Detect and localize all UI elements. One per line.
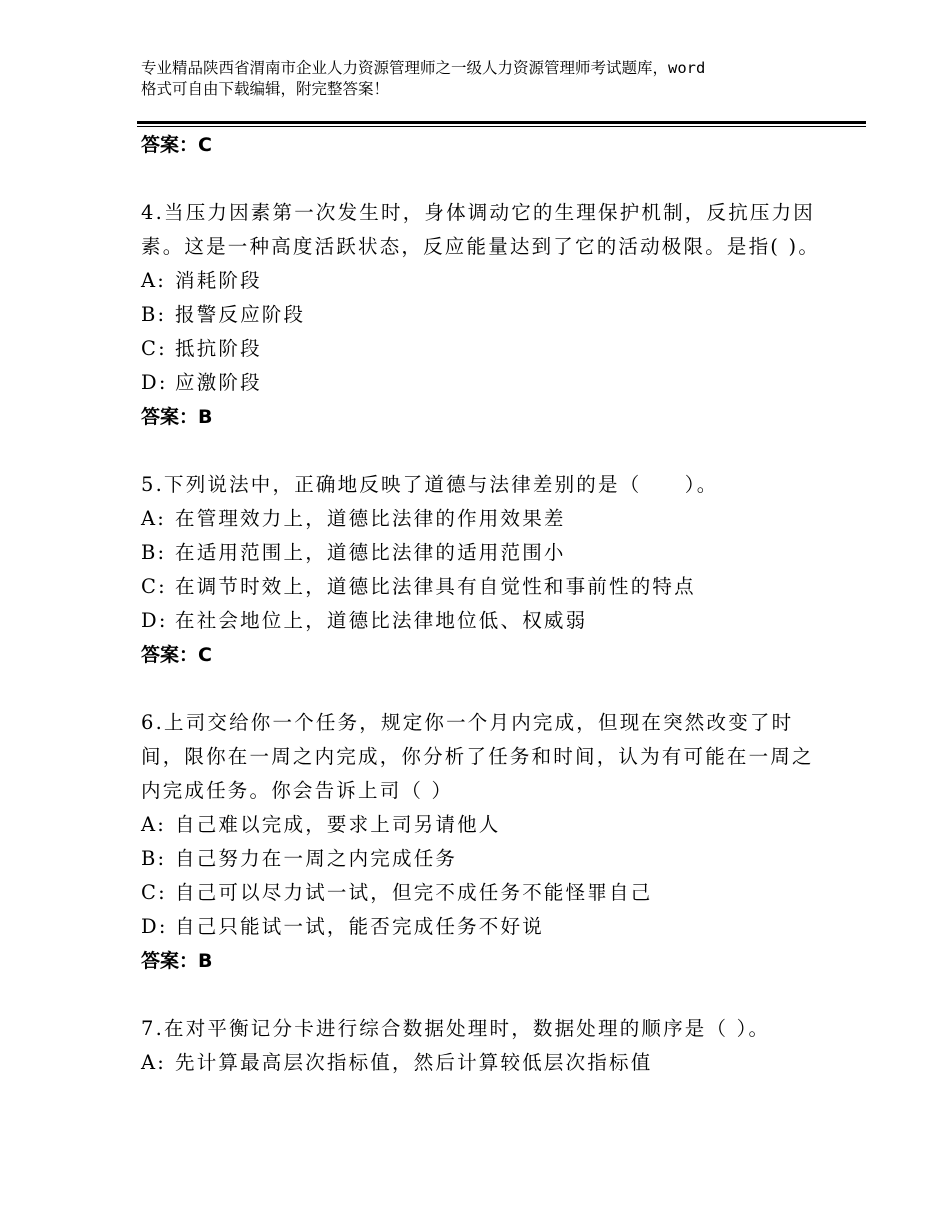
- option-letter: A:: [141, 813, 167, 836]
- question-stem: 6.上司交给你一个任务，规定你一个月内完成，但现在突然改变了时间，限你在一周之内完成，你分析了任务和时间，认为有可能在一周之内完成任务。你会告诉上司（ ）: [141, 711, 814, 802]
- header-rule-thick: [137, 121, 866, 124]
- option-b: [141, 298, 821, 332]
- document-header: [141, 58, 841, 100]
- option-c: [141, 876, 821, 910]
- option-text: 先计算最高层次指标值，然后计算较低层次指标值: [175, 1051, 653, 1074]
- answer-5: 答案：C: [141, 644, 212, 666]
- option-b: [141, 536, 821, 570]
- option-d: [141, 604, 821, 638]
- option-b: [141, 842, 821, 876]
- option-text: 在管理效力上，道德比法律的作用效果差: [175, 507, 566, 530]
- option-a: [141, 264, 821, 298]
- option-text: 在社会地位上，道德比法律地位低、权威弱: [175, 609, 588, 632]
- header-rule-thin: [137, 126, 866, 127]
- option-letter: B:: [141, 303, 167, 326]
- option-text: 自己努力在一周之内完成任务: [175, 847, 458, 870]
- option-text: 自己可以尽力试一试，但完不成任务不能怪罪自己: [175, 881, 653, 904]
- answer-4: 答案：B: [141, 406, 213, 428]
- answer-6: 答案：B: [141, 950, 213, 972]
- option-text: 在调节时效上，道德比法律具有自觉性和事前性的特点: [175, 575, 696, 598]
- option-text: 应激阶段: [175, 371, 262, 394]
- option-letter: D:: [141, 371, 168, 394]
- option-text: 在适用范围上，道德比法律的适用范围小: [175, 541, 566, 564]
- option-a: [141, 1046, 821, 1080]
- option-letter: C:: [141, 575, 167, 598]
- option-letter: B:: [141, 847, 167, 870]
- option-letter: D:: [141, 915, 168, 938]
- option-letter: A:: [141, 1051, 167, 1074]
- option-letter: A:: [141, 507, 167, 530]
- option-d: [141, 910, 821, 944]
- option-letter: C:: [141, 337, 167, 360]
- option-a: [141, 808, 821, 842]
- option-a: [141, 502, 821, 536]
- option-text: 报警反应阶段: [175, 303, 306, 326]
- question-4: [141, 196, 821, 434]
- option-c: [141, 570, 821, 604]
- header-line-2: 格式可自由下载编辑，附完整答案！: [141, 80, 390, 98]
- header-line-1: 专业精品陕西省渭南市企业人力资源管理师之一级人力资源管理师考试题库，word: [141, 59, 706, 77]
- option-letter: B:: [141, 541, 167, 564]
- option-text: 自己只能试一试，能否完成任务不好说: [175, 915, 544, 938]
- option-c: [141, 332, 821, 366]
- question-stem: 4.当压力因素第一次发生时，身体调动它的生理保护机制，反抗压力因素。这是一种高度活跃状态，反应能量达到了它的活动极限。是指( )。: [141, 201, 821, 258]
- option-d: [141, 366, 821, 400]
- document-body: [141, 128, 821, 1080]
- option-letter: C:: [141, 881, 167, 904]
- question-5: [141, 468, 821, 672]
- option-text: 消耗阶段: [175, 269, 262, 292]
- question-stem: 7.在对平衡记分卡进行综合数据处理时，数据处理的顺序是（ ）。: [141, 1017, 771, 1040]
- option-letter: A:: [141, 269, 167, 292]
- question-7: [141, 1012, 821, 1080]
- option-text: 自己难以完成，要求上司另请他人: [175, 813, 501, 836]
- question-stem: 5.下列说法中，正确地反映了道德与法律差别的是（ ）。: [141, 473, 719, 496]
- option-text: 抵抗阶段: [175, 337, 262, 360]
- option-letter: D:: [141, 609, 168, 632]
- answer-prev: 答案：C: [141, 134, 212, 156]
- question-6: [141, 706, 821, 978]
